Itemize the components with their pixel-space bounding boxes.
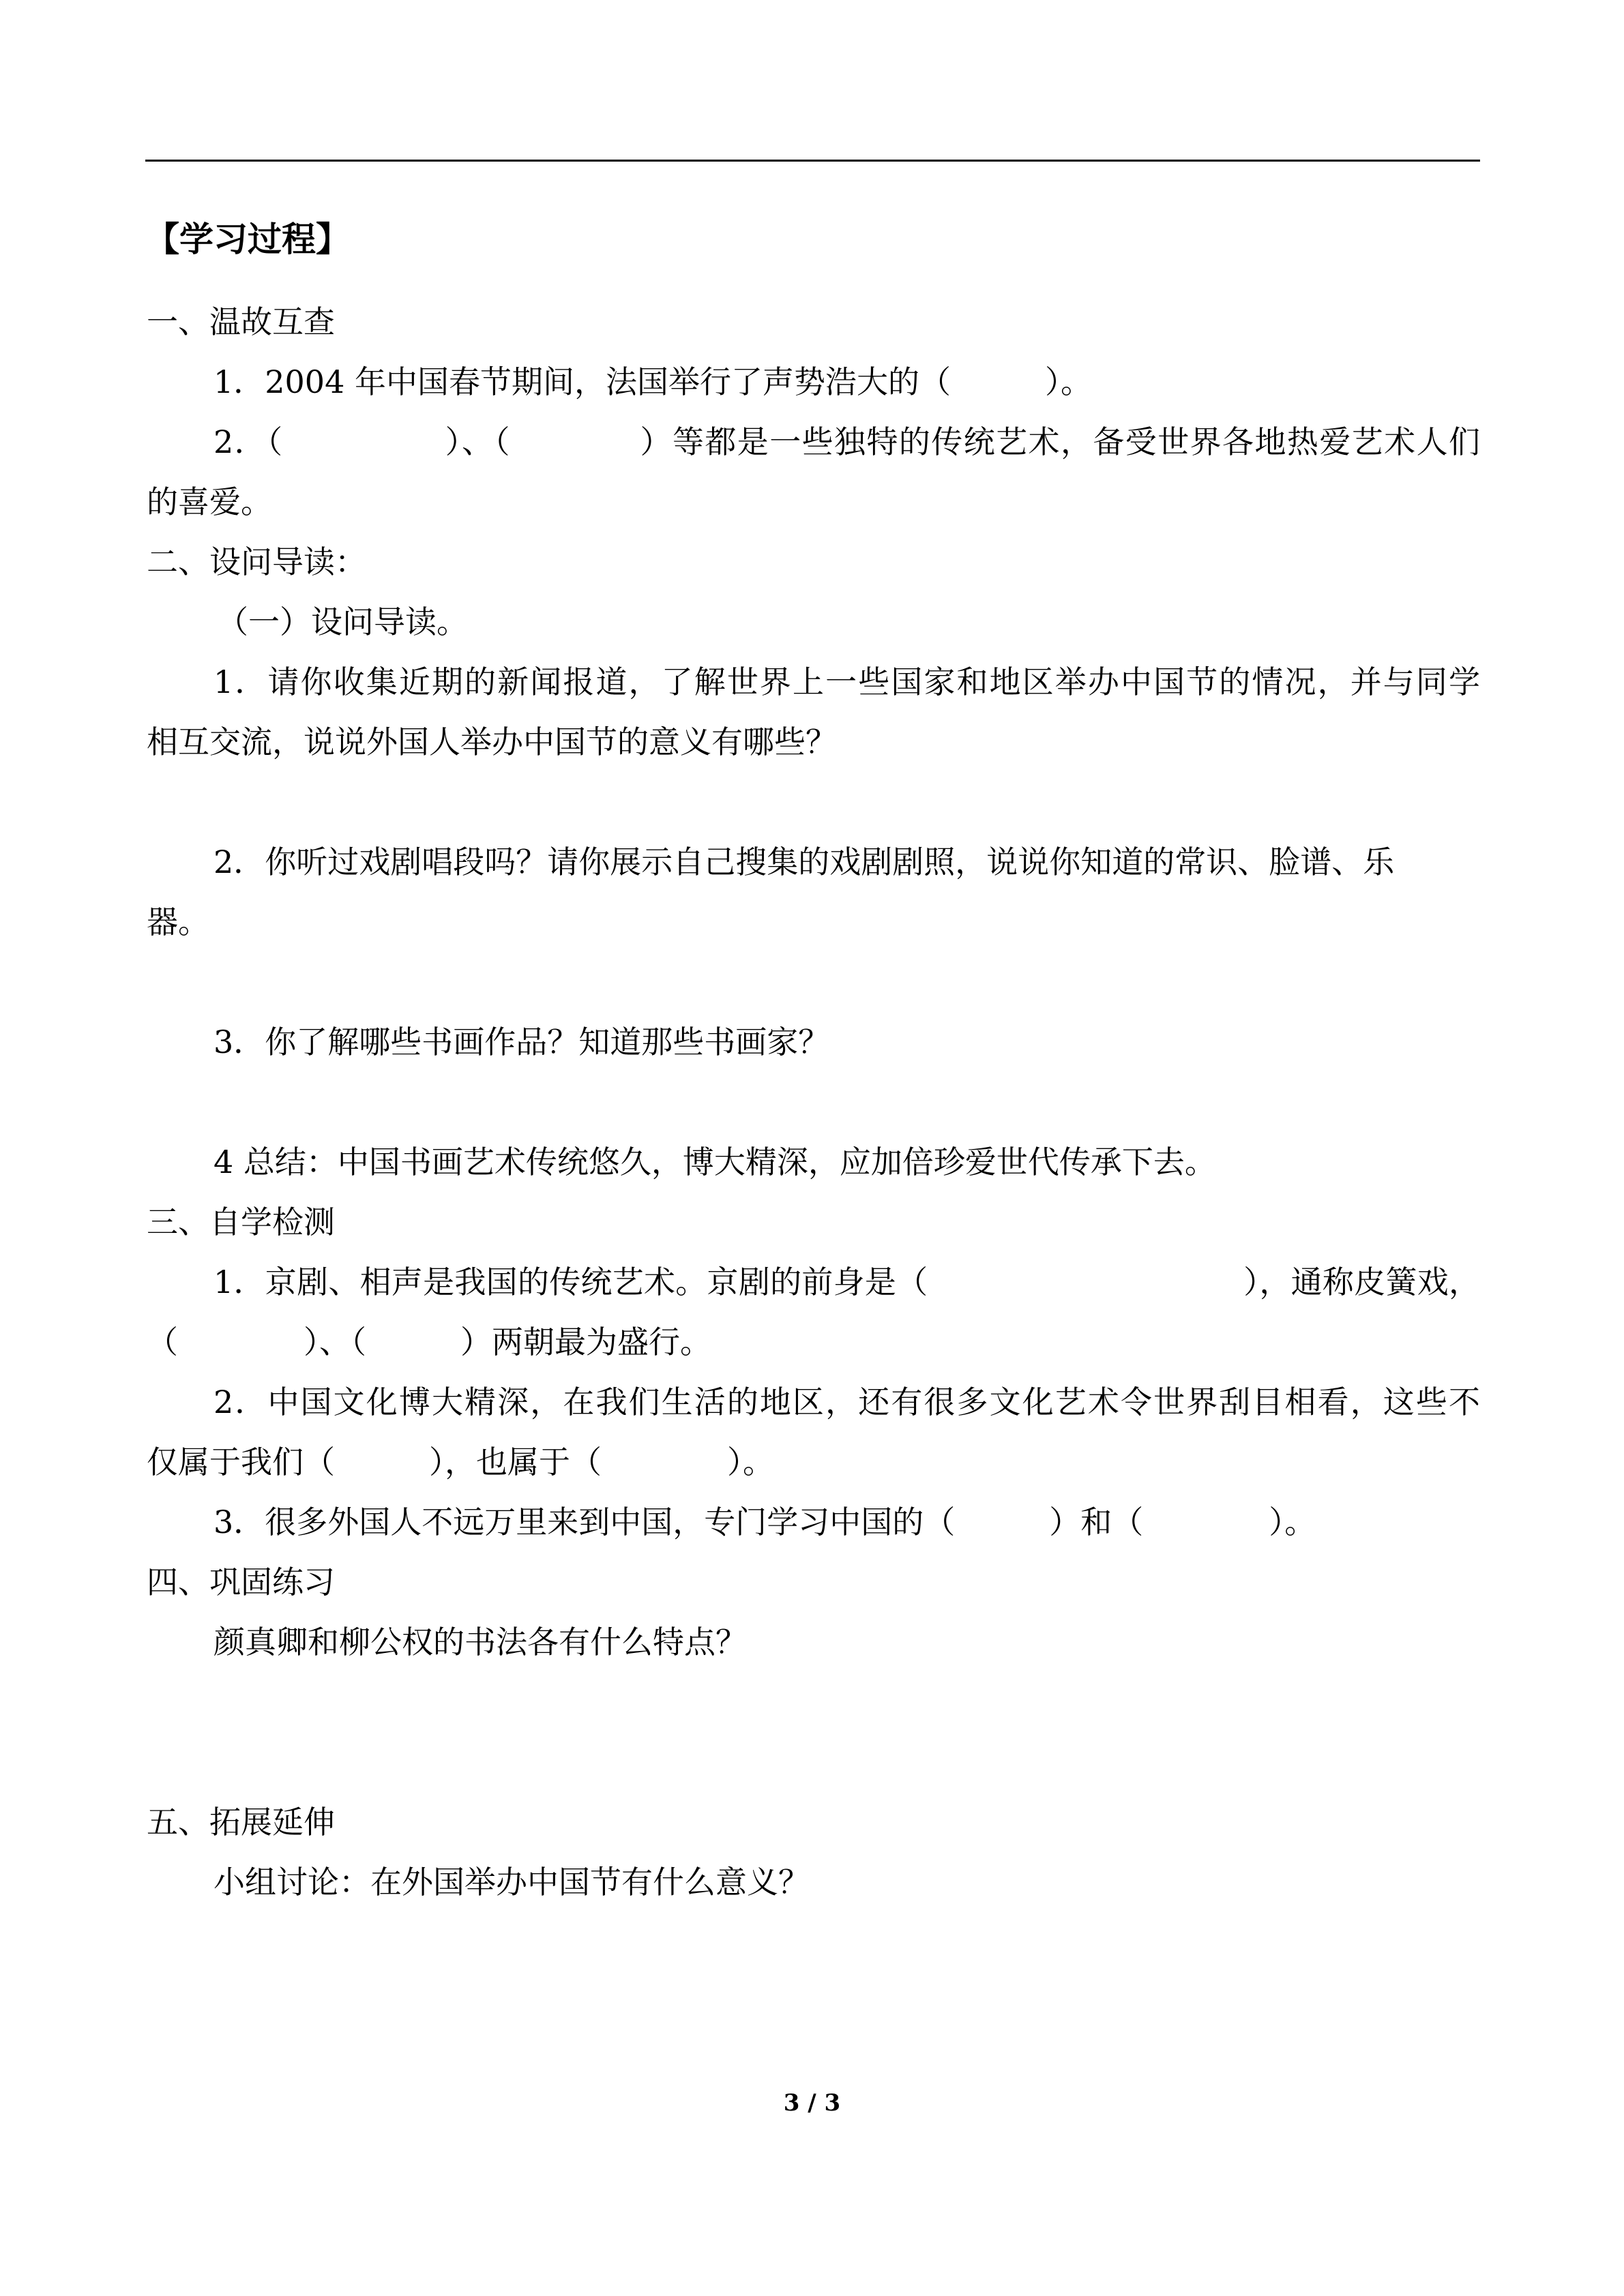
review-question-1: 1．2004 年中国春节期间，法国举行了声势浩大的（ ）。	[213, 363, 1092, 400]
review-question-2-line-2: 的喜爱。	[147, 483, 272, 520]
self-test-question-2-line-2: 仅属于我们（ ），也属于（ ）。	[147, 1444, 774, 1480]
review-question-2-line-1: 2．（ ）、（ ）等都是一些独特的传统艺术，备受世界各地热爱艺术人们	[213, 423, 1480, 460]
self-test-question-1-line-1: 1．京剧、相声是我国的传统艺术。京剧的前身是（ ），通称皮簧戏，	[213, 1264, 1480, 1300]
guide-question-1-line-1: 1．请你收集近期的新闻报道，了解世界上一些国家和地区举办中国节的情况，并与同学	[213, 664, 1480, 700]
section-title: 【学习过程】	[145, 219, 350, 259]
self-test-question-1-line-2: （ ）、（ ）两朝最为盛行。	[147, 1324, 711, 1360]
guide-question-2-line-1: 2．你听过戏剧唱段吗？请你展示自己搜集的戏剧剧照，说说你知道的常识、脸谱、乐	[213, 844, 1395, 880]
guide-question-2-line-2: 器。	[147, 904, 209, 940]
section-1-heading: 一、温故互查	[147, 303, 335, 340]
section-3-heading: 三、自学检测	[147, 1204, 335, 1240]
guide-question-3: 3．你了解哪些书画作品？知道那些书画家？	[213, 1024, 830, 1060]
self-test-question-3: 3．很多外国人不远万里来到中国，专门学习中国的（ ）和（ ）。	[213, 1504, 1316, 1540]
practice-question: 颜真卿和柳公权的书法各有什么特点？	[213, 1624, 747, 1660]
header-rule	[145, 160, 1480, 162]
page-number: 3 / 3	[783, 2089, 841, 2117]
self-test-question-2-line-1: 2．中国文化博大精深，在我们生活的地区，还有很多文化艺术令世界刮目相看，这些不	[213, 1384, 1480, 1420]
guide-question-1-line-2: 相互交流，说说外国人举办中国节的意义有哪些？	[147, 724, 837, 760]
section-4-heading: 四、巩固练习	[147, 1564, 335, 1600]
extension-question: 小组讨论：在外国举办中国节有什么意义？	[213, 1864, 810, 1900]
guide-summary: 4 总结：中国书画艺术传统悠久，博大精深，应加倍珍爱世代传承下去。	[213, 1144, 1216, 1180]
section-5-heading: 五、拓展延伸	[147, 1804, 335, 1840]
section-2-heading: 二、设问导读：	[147, 543, 366, 580]
section-2-subheading: （一）设问导读。	[217, 603, 468, 640]
